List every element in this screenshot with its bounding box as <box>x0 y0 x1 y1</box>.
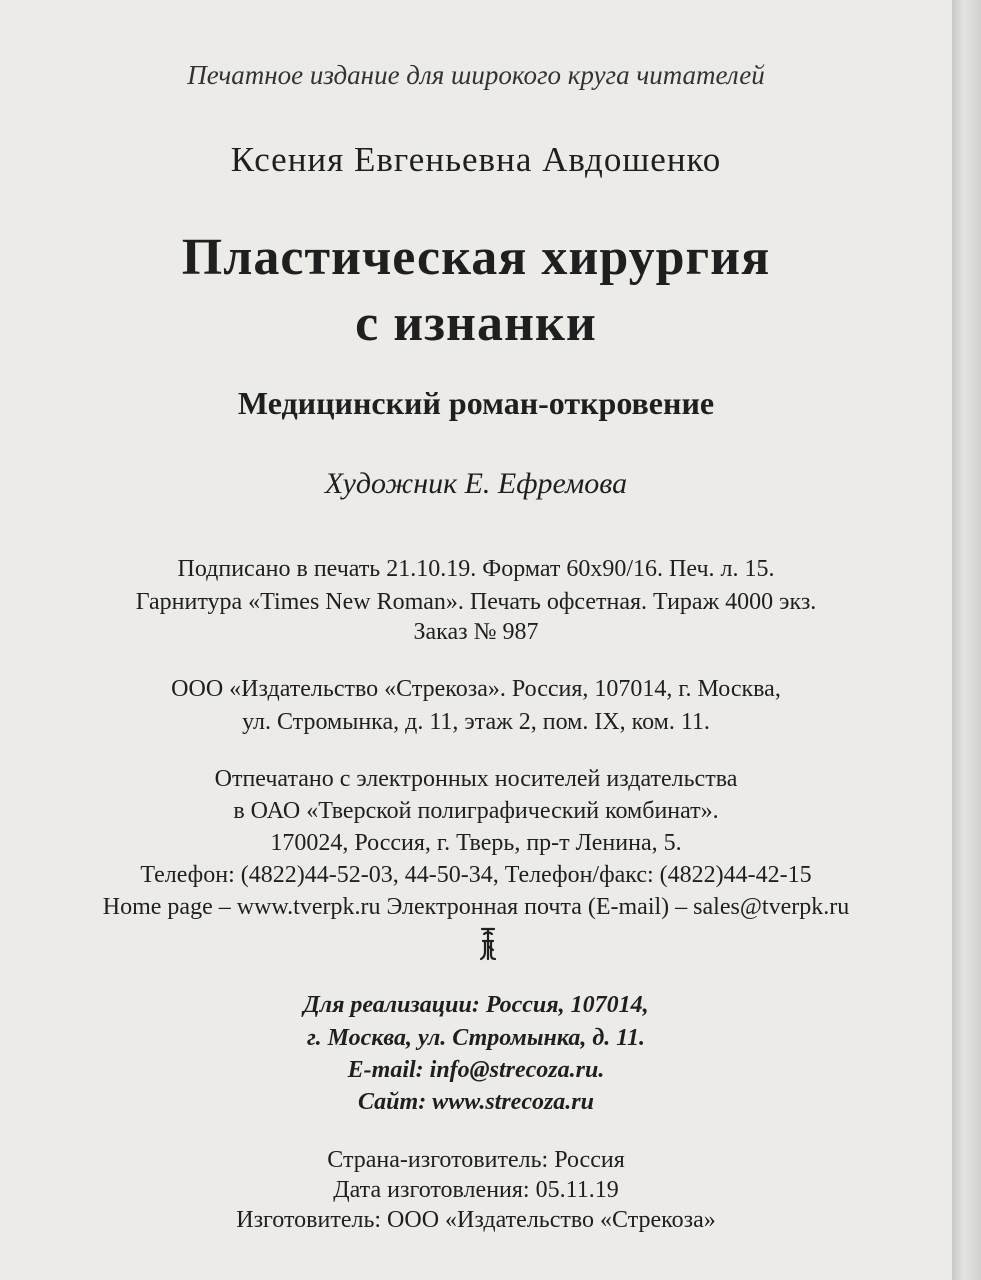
print-details-line: Гарнитура «Times New Roman». Печать офсетная. Тираж 4000 экз. <box>135 589 817 615</box>
sales-website: Сайт: www.strecoza.ru <box>358 1089 594 1115</box>
publisher-address-line: ул. Стромынка, д. 11, этаж 2, пом. IX, ком. 11. <box>242 709 710 735</box>
book-title-line-1: Пластическая хирургия <box>181 229 771 286</box>
print-details-line: Подписано в печать 21.10.19. Формат 60x90/16. Печ. л. 15. <box>177 556 775 582</box>
manufacture-date: Дата изготовления: 05.11.19 <box>333 1177 619 1203</box>
sales-address-line: г. Москва, ул. Стромынка, д. 11. <box>307 1025 645 1051</box>
artist-credit: Художник Е. Ефремова <box>324 467 628 500</box>
book-title-line-2: с изнанки <box>355 295 597 352</box>
sales-email: E-mail: info@strecoza.ru. <box>347 1057 605 1083</box>
printer-phone-line: Телефон: (4822)44-52-03, 44-50-34, Телефон/факс: (4822)44-42-15 <box>140 862 812 888</box>
publisher-address-line: ООО «Издательство «Стрекоза». Россия, 107014, г. Москва, <box>171 676 781 702</box>
manufacturer-name: Изготовитель: ООО «Издательство «Стрекоза» <box>236 1207 716 1233</box>
page-edge <box>952 0 981 1280</box>
sales-address-line: Для реализации: Россия, 107014, <box>303 992 649 1018</box>
printer-address-line: 170024, Россия, г. Тверь, пр-т Ленина, 5. <box>270 830 682 856</box>
printer-info-line: Отпечатано с электронных носителей издательства <box>214 766 738 792</box>
printer-logo-icon <box>476 926 500 962</box>
author-name: Ксения Евгеньевна Авдошенко <box>230 140 722 179</box>
printer-info-line: в ОАО «Тверской полиграфический комбинат». <box>233 798 719 824</box>
country-of-manufacture: Страна-изготовитель: Россия <box>327 1147 625 1173</box>
order-number: Заказ № 987 <box>413 619 539 645</box>
tagline: Печатное издание для широкого круга читателей <box>187 60 765 90</box>
book-subtitle: Медицинский роман-откровение <box>237 385 715 421</box>
printer-contacts-line: Home page – www.tverpk.ru Электронная почта (E-mail) – sales@tverpk.ru <box>102 894 850 920</box>
